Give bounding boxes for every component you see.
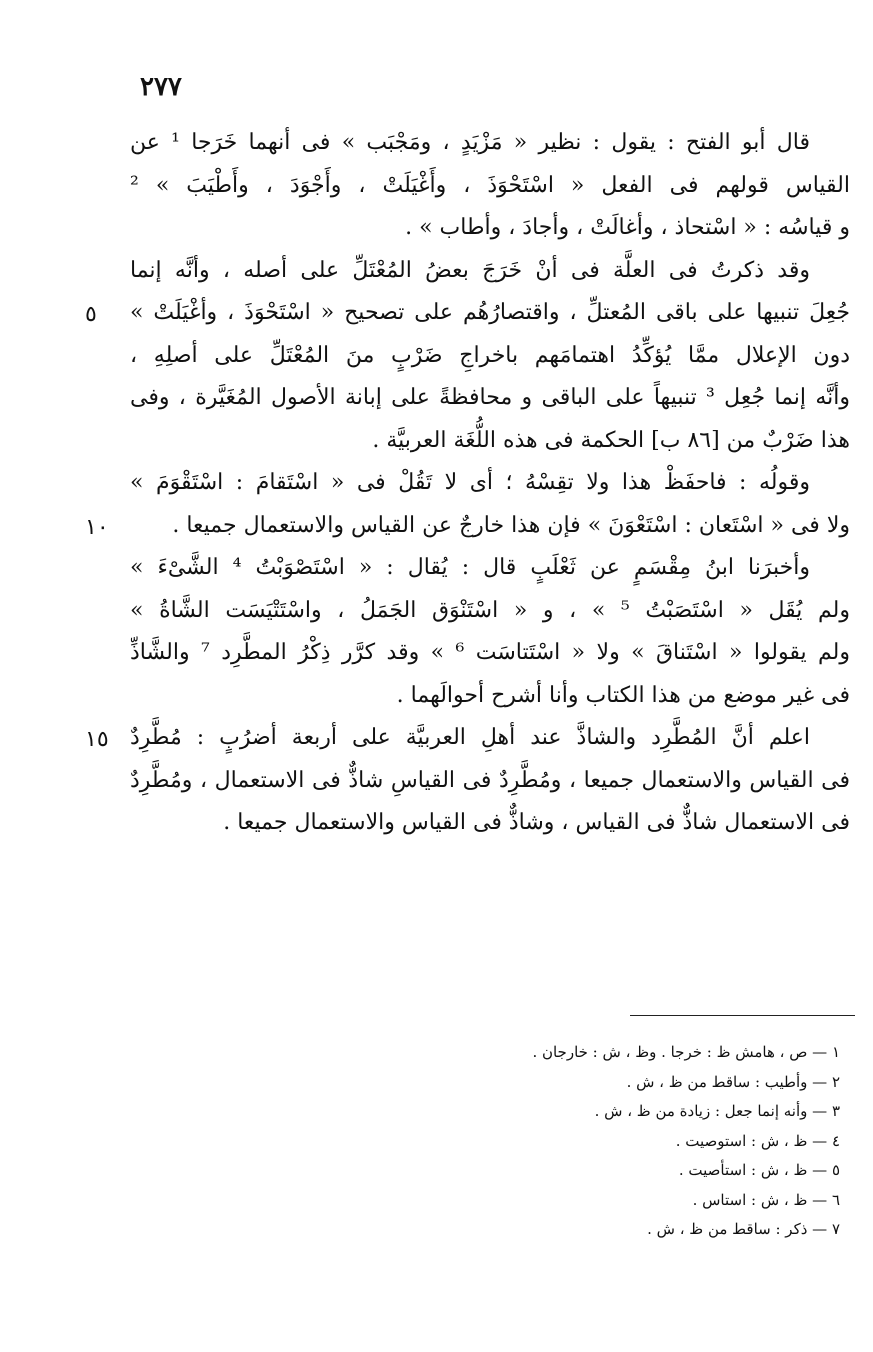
text-line: فى الاستعمال شاذٌّ فى القياس ، وشاذٌّ فى القياس والاستعمال جميعا . [223, 810, 850, 835]
text-line: وأنَّه إنما جُعِل ³ تنبيهاً على الباقى و محافظةً على إبانة الأصول المُغَيَّرة ، وفى [130, 385, 850, 410]
text-line: ولا فى « اسْتَعان : اسْتَعْوَنَ » فإن هذا خارجٌ عن القياس والاستعمال جميعا . [172, 512, 850, 538]
text-line: فى القياس والاستعمال جميعا ، ومُطَّرِدٌ فى القياسِ شاذٌّ فى الاستعمال ، ومُطَّرِدٌ [130, 767, 850, 793]
text-line: وقولُه : فاحفَظْ هذا ولا تقِسْهُ ؛ أى لا تَقُلْ فى « اسْتَقامَ : اسْتَقْوَمَ » [130, 470, 810, 495]
footnote-divider [630, 1015, 855, 1016]
text-line: اعلم أنَّ المُطَّرِد والشاذَّ عند أهلِ العربيَّة على أربعة أضرُبٍ : مُطَّرِدٌ [130, 725, 810, 750]
footnotes [350, 1038, 840, 1245]
footnote: ٣ — وأنه إنما جعل : زيادة من ظ ، ش . [594, 1102, 840, 1120]
margin-line-number: ١٥ [85, 727, 109, 752]
footnote: ٧ — ذكر : ساقط من ظ ، ش . [647, 1220, 840, 1238]
text-line: القياس قولهم فى الفعل « اسْتَحْوَذَ ، وأَغْيَلَتْ ، وأَجْوَدَ ، وأَطْيَبَ » ² [130, 172, 850, 198]
text-line: قال أبو الفتح : يقول : نظير « مَزْيَدٍ ، ومَجْبَب » فى أنهما خَرَجا ¹ عن [130, 130, 810, 155]
footnote: ٦ — ظ ، ش : استاس . [692, 1190, 840, 1209]
text-line: دون الإعلال ممَّا يُؤكِّدُ اهتمامَهم باخراجِ ضَرْبٍ منَ المُعْتَلِّ على أصلِهِ ، [130, 342, 850, 368]
text-line: و قياسُه : « اسْتحاذ ، وأغالَتْ ، وأجادَ ، وأطاب » . [405, 215, 850, 240]
footnote: ٢ — وأطيب : ساقط من ظ ، ش . [626, 1072, 840, 1091]
text-line: فى غير موضع من هذا الكتاب وأنا أشرح أحوالَهما . [396, 682, 850, 708]
page-number: ٢٧٧ [140, 72, 182, 102]
text-line: جُعِلَ تنبيها على باقى المُعتلِّ ، واقتصارُهُم على تصحيح « اسْتَحْوَذَ ، وأغْيَلَتْ » [130, 300, 850, 325]
footnote: ٥ — ظ ، ش : استأصيت . [678, 1161, 840, 1179]
margin-line-number: ١٠ [85, 514, 109, 540]
text-line: ولم يقولوا « اسْتَناقَ » ولا « اسْتَتاسَت ⁶ » وقد كرَّر ذِكْرُ المطَّرِد ⁷ والشَّاذِّ [130, 640, 850, 665]
footnote: ٤ — ظ ، ش : استوصيت . [675, 1131, 840, 1150]
text-line: هذا ضَرْبٌ من [٨٦ ب] الحكمة فى هذه اللُّغَة العربيَّة . [372, 427, 850, 453]
footnote: ١ — ص ، هامش ظ : خرجا . وظ ، ش : خارجان . [532, 1043, 840, 1061]
text-line: وأخبرَنا ابنُ مِقْسَمٍ عن ثَعْلَبٍ قال : يُقال : « اسْتَصْوَبْتُ ⁴ الشَّىْءَ » [130, 555, 810, 580]
body-text [130, 122, 850, 845]
text-line: وقد ذكرتُ فى العلَّة فى أنْ خَرَجَ بعضُ المُعْتَلِّ على أصله ، وأنَّه إنما [130, 257, 810, 283]
margin-line-number: ٥ [85, 302, 97, 327]
text-line: ولم يُقَل « اسْتَصَبْتُ ⁵ » ، و « اسْتَنْوَق الجَمَلُ ، واسْتَتْيَسَت الشَّاةُ » [130, 597, 850, 623]
